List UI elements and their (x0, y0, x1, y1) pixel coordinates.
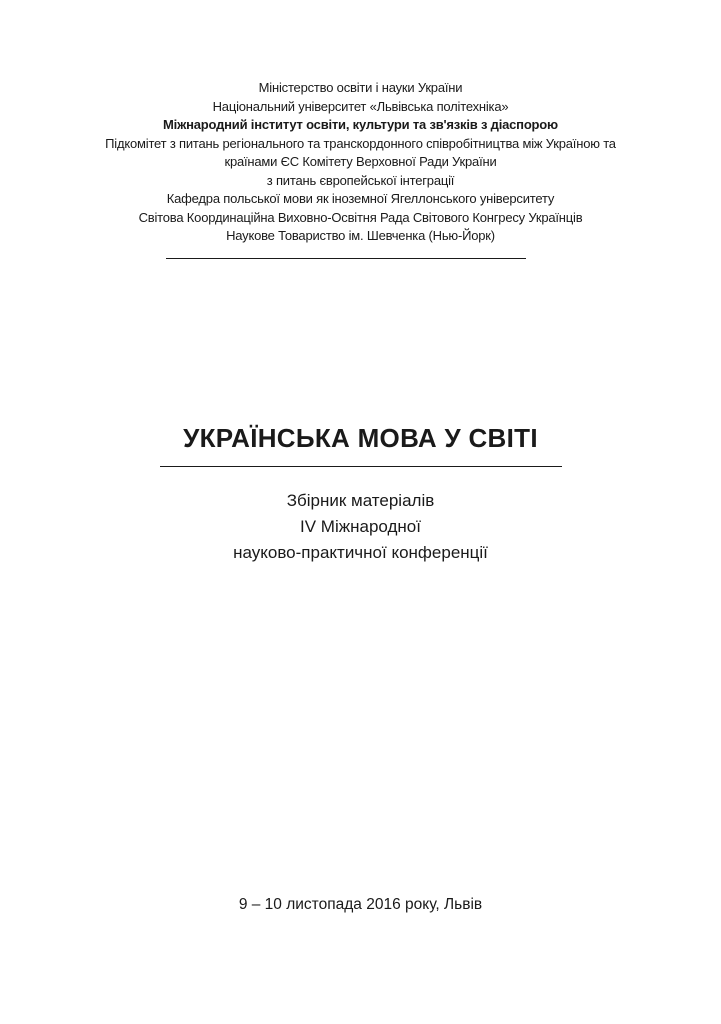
subtitle-line-collection: Збірник матеріалів (286, 491, 435, 510)
subtitle-block (0, 488, 721, 566)
header-line-institute: Міжнародний інститут освіти, культури та зв'язків з діаспорою (163, 117, 558, 132)
institutions-header (0, 79, 721, 246)
subtitle-line-international: IV Міжнародної (300, 517, 421, 536)
subtitle-line-conference: науково-практичної конференції (233, 543, 488, 562)
title-divider (160, 466, 562, 467)
header-line-subcommittee-cont2: з питань європейської інтеграції (266, 172, 455, 188)
header-line-society: Наукове Товариство ім. Шевченка (Нью-Йорк) (226, 228, 495, 243)
header-line-subcommittee-cont: країнами ЄС Комітету Верховної Ради України (224, 154, 497, 169)
page-title: УКРАЇНСЬКА МОВА У СВІТІ (183, 423, 538, 453)
header-divider (166, 258, 526, 259)
header-line-council: Світова Координаційна Виховно-Освітня Рада Світового Конгресу Українців (138, 209, 583, 225)
header-line-ministry: Міністерство освіти і науки України (258, 80, 463, 95)
date-place-footer: 9 – 10 листопада 2016 року, Львів (238, 896, 483, 913)
header-line-university: Національний університет «Львівська політехніка» (212, 98, 509, 114)
header-line-department: Кафедра польської мови як іноземної Ягеллонського університету (166, 191, 555, 206)
header-line-subcommittee: Підкомітет з питань регіонального та транскордонного співробітництва між Україною та (105, 135, 616, 151)
